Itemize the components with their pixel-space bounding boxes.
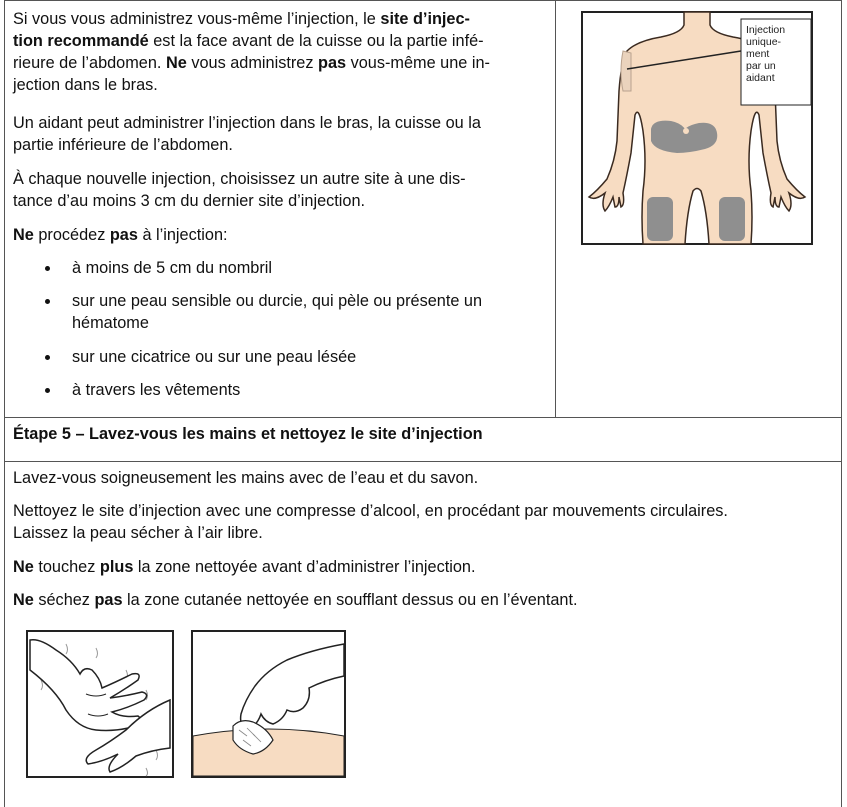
do-not-touch-paragraph: Ne touchez plus la zone nettoyée avant d’administrer l’injection. — [13, 558, 476, 576]
bullet-icon — [45, 266, 50, 271]
svg-text:aidant: aidant — [746, 72, 775, 84]
row-divider — [5, 417, 841, 418]
clean-site-paragraph: Nettoyez le site d’injection avec une compresse d’alcool, en procédant par mouvements circulaires. Laissez la peau sécher à l’air libre. — [13, 502, 728, 542]
thigh-site-right — [719, 197, 745, 241]
do-not-inject-heading: Ne procédez pas à l’injection: — [13, 226, 228, 244]
body-injection-sites-figure — [581, 11, 813, 245]
bullet-icon — [45, 299, 50, 304]
alcohol-swab-illustration — [191, 630, 346, 778]
arm-site-left — [621, 51, 631, 91]
caregiver-paragraph: Un aidant peut administrer l’injection dans le bras, la cuisse ou la partie inférieure de l’abdomen. — [13, 114, 481, 154]
svg-text:unique-: unique- — [746, 36, 782, 48]
list-item-text: sur une cicatrice ou sur une peau lésée — [72, 348, 357, 366]
row-divider — [5, 461, 841, 462]
recommended-site-paragraph: Si vous vous administrez vous-même l’injection, le site d’injec- tion recommandé est la face avant de la cuisse ou la partie infé- rieure de l’abdomen. Ne vous administrez pas vous-même une in- jection dans le bras. — [13, 10, 490, 94]
svg-text:par un: par un — [746, 60, 776, 72]
list-item-text: à travers les vêtements — [72, 381, 241, 399]
svg-text:Injection: Injection — [746, 24, 786, 36]
svg-text:ment: ment — [746, 48, 770, 60]
instruction-table — [4, 0, 842, 807]
wash-hands-paragraph: Lavez-vous soigneusement les mains avec de l’eau et du savon. — [13, 469, 479, 487]
thigh-site-left — [647, 197, 673, 241]
rotate-site-paragraph: À chaque nouvelle injection, choisissez un autre site à une dis- tance d’au moins 3 cm du dernier site d’injection. — [13, 170, 466, 210]
hand-washing-illustration — [26, 630, 174, 778]
column-divider — [555, 0, 556, 417]
bullet-icon — [45, 388, 50, 393]
step-5-heading: Étape 5 – Lavez-vous les mains et nettoyez le site d’injection — [13, 425, 483, 443]
list-item-text: à moins de 5 cm du nombril — [72, 259, 272, 277]
list-item-text: sur une peau sensible ou durcie, qui pèle ou présente un hématome — [72, 292, 483, 332]
bullet-icon — [45, 355, 50, 360]
table-top-border — [5, 0, 841, 1]
body-diagram — [581, 11, 813, 245]
do-not-dry-paragraph: Ne séchez pas la zone cutanée nettoyée en soufflant dessus ou en l’éventant. — [13, 591, 578, 609]
